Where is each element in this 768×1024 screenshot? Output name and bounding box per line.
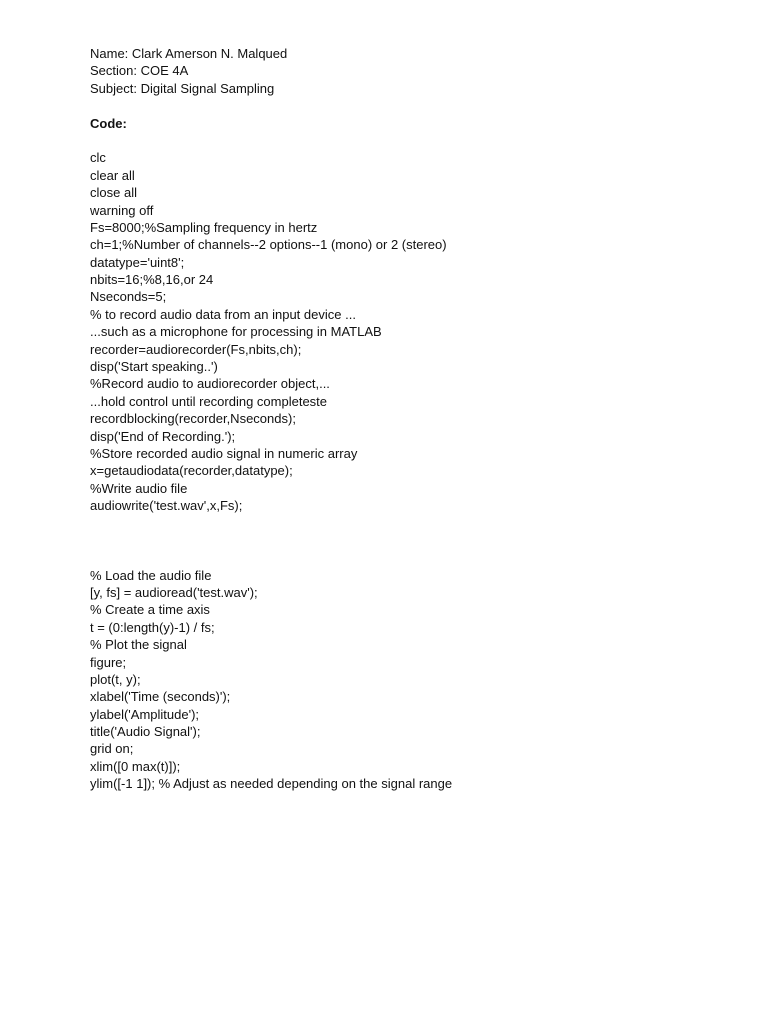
code-line: figure;: [90, 654, 127, 670]
code-line: % Load the audio file: [90, 567, 212, 583]
code-line: audiowrite('test.wav',x,Fs);: [90, 498, 243, 514]
code-line: grid on;: [90, 741, 134, 757]
code-line: ...hold control until recording completeste: [90, 393, 328, 409]
code-line: ylim([-1 1]); % Adjust as needed depending on the signal range: [90, 776, 453, 792]
code-line: recorder=audiorecorder(Fs,nbits,ch);: [90, 341, 302, 357]
code-line: %Write audio file: [90, 480, 188, 496]
code-line: t = (0:length(y)-1) / fs;: [90, 619, 215, 635]
code-line: ylabel('Amplitude');: [90, 706, 200, 722]
code-line: ch=1;%Number of channels--2 options--1 (mono) or 2 (stereo): [90, 237, 447, 253]
document-page: [90, 45, 730, 793]
code-line: recordblocking(recorder,Nseconds);: [90, 411, 296, 427]
code-line: close all: [90, 185, 137, 201]
code-line: % to record audio data from an input device ...: [90, 306, 356, 322]
code-line: x=getaudiodata(recorder,datatype);: [90, 463, 293, 479]
code-line: ...such as a microphone for processing in MATLAB: [90, 324, 382, 340]
code-line: %Record audio to audiorecorder object,...: [90, 376, 330, 392]
code-line: nbits=16;%8,16,or 24: [90, 272, 214, 288]
code-line: disp('Start speaking..'): [90, 359, 218, 375]
code-line: warning off: [90, 202, 154, 218]
code-line: xlim([0 max(t)]);: [90, 758, 181, 774]
code-line: plot(t, y);: [90, 671, 141, 687]
subject-line: Subject: Digital Signal Sampling: [90, 80, 275, 96]
section-line: Section: COE 4A: [90, 63, 189, 79]
code-line: xlabel('Time (seconds)');: [90, 689, 231, 705]
author-name: Name: Clark Amerson N. Malqued: [90, 46, 288, 61]
spacer: [90, 97, 730, 114]
code-line: title('Audio Signal');: [90, 724, 201, 740]
code-block-record: [90, 149, 730, 514]
code-line: [y, fs] = audioread('test.wav');: [90, 584, 258, 600]
spacer: [90, 132, 730, 149]
code-line: Fs=8000;%Sampling frequency in hertz: [90, 219, 318, 235]
code-line: % Plot the signal: [90, 637, 187, 653]
code-block-plot: [90, 567, 730, 793]
code-line: clear all: [90, 167, 135, 183]
code-line: clc: [90, 150, 106, 166]
spacer: [90, 515, 730, 567]
code-heading: Code:: [90, 115, 127, 131]
code-line: %Store recorded audio signal in numeric array: [90, 445, 358, 461]
code-line: Nseconds=5;: [90, 289, 167, 305]
code-line: % Create a time axis: [90, 602, 210, 618]
code-line: datatype='uint8';: [90, 254, 185, 270]
code-line: disp('End of Recording.');: [90, 428, 236, 444]
